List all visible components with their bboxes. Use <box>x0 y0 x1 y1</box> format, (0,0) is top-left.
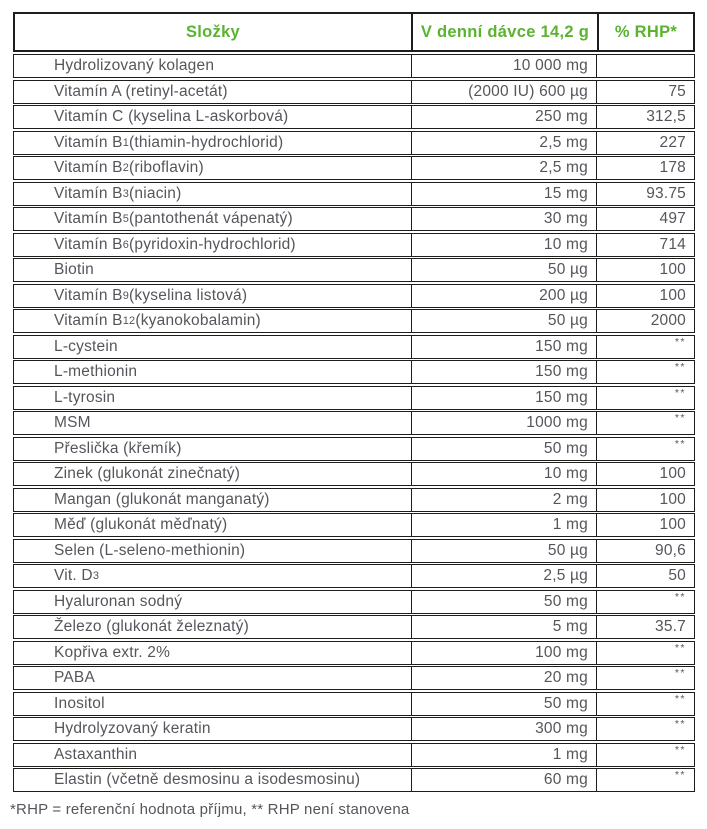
ingredient-name: Vitamín B <box>54 133 123 151</box>
table-row <box>13 717 695 741</box>
rhp-cell <box>596 693 694 715</box>
ingredient-name-cell <box>14 208 411 230</box>
table-row <box>13 284 695 308</box>
rhp-cell <box>596 55 694 77</box>
ingredient-name: Selen (L-seleno-methionin) <box>54 541 246 559</box>
dose-cell: 20 mg <box>411 667 596 689</box>
ingredient-name: MSM <box>54 414 91 431</box>
ingredient-name: Vitamín C (kyselina L-askorbová) <box>54 108 289 125</box>
ingredient-name-cell <box>14 259 411 281</box>
ingredient-name-cell <box>14 132 411 154</box>
rhp-cell: 50 <box>596 565 694 587</box>
ingredient-name-subscript: 3 <box>122 187 130 200</box>
table-row <box>13 182 695 206</box>
rhp-cell: 90,6 <box>596 540 694 562</box>
rhp-not-set-asterisks: ** <box>674 590 686 603</box>
rhp-not-set-asterisks: ** <box>674 667 686 679</box>
table-row <box>13 233 695 257</box>
ingredient-name-rest: (riboflavin) <box>129 159 204 176</box>
header-ingredients: Složky <box>185 22 241 41</box>
dose-cell: 150 mg <box>411 336 596 358</box>
table-row <box>13 105 695 129</box>
rhp-not-set-asterisks: ** <box>674 412 686 424</box>
table-row <box>13 437 695 461</box>
dose-cell: 60 mg <box>411 769 596 791</box>
dose-cell: 150 mg <box>411 361 596 383</box>
table-row <box>13 743 695 767</box>
table-header-row <box>13 12 695 52</box>
dose-cell: 10 000 mg <box>411 55 596 77</box>
ingredient-name-cell <box>14 310 411 332</box>
table-row <box>13 692 695 716</box>
table-row <box>13 207 695 231</box>
ingredient-name-rest: (niacin) <box>129 184 182 202</box>
ingredient-name-cell <box>14 81 411 103</box>
ingredient-name-cell <box>14 438 411 460</box>
header-rhp-percent: % RHP* <box>597 14 693 50</box>
ingredient-name-cell <box>14 489 411 511</box>
ingredient-name: Astaxanthin <box>54 745 138 763</box>
dose-cell: 1 mg <box>411 744 596 766</box>
table-row <box>13 54 695 78</box>
ingredient-name: Vitamín B <box>54 184 123 202</box>
rhp-not-set-asterisks: ** <box>674 692 686 705</box>
rhp-cell: 35.7 <box>596 616 694 638</box>
ingredient-name-cell <box>14 642 411 664</box>
dose-cell: 2,5 µg <box>411 565 596 587</box>
ingredient-name-rest: (pyridoxin-hydrochlorid) <box>129 235 296 253</box>
ingredients-table <box>13 12 695 794</box>
ingredient-name: Kopřiva extr. 2% <box>54 643 171 661</box>
rhp-cell <box>596 387 694 409</box>
table-row <box>13 335 695 359</box>
ingredient-name: L-cystein <box>54 337 118 355</box>
rhp-cell <box>596 744 694 766</box>
rhp-cell <box>596 642 694 664</box>
rhp-cell <box>596 718 694 740</box>
rhp-cell: 178 <box>596 157 694 179</box>
ingredient-name: Elastin (včetně desmosinu a isodesmosinu) <box>54 771 361 788</box>
ingredient-name: Vitamín B <box>54 159 123 176</box>
ingredient-name: L-tyrosin <box>54 388 116 406</box>
rhp-cell: 2000 <box>596 310 694 332</box>
rhp-cell: 497 <box>596 208 694 230</box>
ingredient-name-cell <box>14 106 411 128</box>
rhp-not-set-asterisks: ** <box>674 769 686 781</box>
rhp-cell: 75 <box>596 81 694 103</box>
ingredient-name-rest: (pantothenát vápenatý) <box>129 210 293 227</box>
ingredient-name-subscript: 1 <box>122 136 130 149</box>
table-row <box>13 615 695 639</box>
ingredient-name: Vitamín A (retinyl-acetát) <box>54 82 228 100</box>
ingredient-name-cell <box>14 514 411 536</box>
ingredient-name-cell <box>14 769 411 791</box>
ingredient-name-rest: (thiamin-hydrochlorid) <box>129 133 284 151</box>
ingredient-name: Vitamín B <box>54 235 123 253</box>
ingredient-name-subscript: 5 <box>122 213 130 225</box>
ingredient-name-cell <box>14 616 411 638</box>
ingredient-name-cell <box>14 463 411 485</box>
ingredient-name-cell <box>14 591 411 613</box>
table-row <box>13 80 695 104</box>
rhp-cell <box>596 412 694 434</box>
rhp-cell <box>596 591 694 613</box>
table-row <box>13 641 695 665</box>
rhp-not-set-asterisks: ** <box>674 437 686 450</box>
ingredient-name-cell <box>14 718 411 740</box>
table-row <box>13 258 695 282</box>
rhp-not-set-asterisks: ** <box>674 641 686 654</box>
table-row <box>13 156 695 180</box>
rhp-cell: 93.75 <box>596 183 694 205</box>
table-row <box>13 768 695 792</box>
table-row <box>13 564 695 588</box>
ingredient-name-subscript: 2 <box>122 162 130 174</box>
dose-cell: 150 mg <box>411 387 596 409</box>
table-row <box>13 360 695 384</box>
rhp-cell: 100 <box>596 259 694 281</box>
ingredient-name: Měď (glukonát měďnatý) <box>54 516 228 533</box>
dose-cell: 1000 mg <box>411 412 596 434</box>
ingredient-name-subscript: 9 <box>122 289 130 302</box>
ingredient-name: Inositol <box>54 694 105 712</box>
dose-cell: 10 mg <box>411 234 596 256</box>
rhp-cell <box>596 667 694 689</box>
dose-cell: 300 mg <box>411 718 596 740</box>
table-row <box>13 462 695 486</box>
rhp-not-set-asterisks: ** <box>674 718 686 730</box>
dose-cell: 15 mg <box>411 183 596 205</box>
table-row <box>13 411 695 435</box>
ingredient-name: L-methionin <box>54 363 138 380</box>
ingredient-name: Přeslička (křemík) <box>54 439 182 457</box>
ingredient-name-cell <box>14 285 411 307</box>
ingredient-name-cell <box>14 361 411 383</box>
table-row <box>13 590 695 614</box>
table-row <box>13 513 695 537</box>
ingredient-name: Hydrolyzovaný keratin <box>54 720 211 737</box>
rhp-cell: 312,5 <box>596 106 694 128</box>
dose-cell: 2,5 mg <box>411 132 596 154</box>
rhp-not-set-asterisks: ** <box>674 361 686 373</box>
dose-cell: 200 µg <box>411 285 596 307</box>
dose-cell: 100 mg <box>411 642 596 664</box>
ingredient-name-rest: (kyanokobalamin) <box>135 312 261 329</box>
ingredient-name-subscript: 6 <box>122 238 130 251</box>
ingredient-name-cell <box>14 387 411 409</box>
rhp-not-set-asterisks: ** <box>674 743 686 756</box>
rhp-cell: 100 <box>596 489 694 511</box>
ingredient-name-subscript: 3 <box>92 570 100 582</box>
ingredient-name-cell <box>14 667 411 689</box>
dose-cell: 2,5 mg <box>411 157 596 179</box>
ingredient-name: PABA <box>54 669 96 686</box>
ingredient-name-subscript: 12 <box>122 315 136 327</box>
rhp-cell <box>596 438 694 460</box>
ingredient-name: Hyaluronan sodný <box>54 592 183 610</box>
ingredient-name-cell <box>14 412 411 434</box>
ingredient-name-cell <box>14 540 411 562</box>
rhp-cell: 100 <box>596 463 694 485</box>
ingredient-name-cell <box>14 336 411 358</box>
ingredient-name: Železo (glukonát železnatý) <box>54 618 249 635</box>
ingredient-name: Hydrolizovaný kolagen <box>54 57 215 74</box>
ingredient-name: Zinek (glukonát zinečnatý) <box>54 465 241 482</box>
dose-cell: 50 µg <box>411 310 596 332</box>
rhp-cell: 100 <box>596 285 694 307</box>
table-row <box>13 488 695 512</box>
table-row <box>13 386 695 410</box>
table-row <box>13 309 695 333</box>
ingredient-name-cell <box>14 55 411 77</box>
ingredient-name-cell <box>14 565 411 587</box>
dose-cell: 50 mg <box>411 591 596 613</box>
rhp-cell <box>596 361 694 383</box>
ingredient-name: Vitamín B <box>54 312 123 329</box>
footnote: *RHP = referenční hodnota příjmu, ** RHP není stanovena <box>10 801 410 818</box>
ingredient-name: Vitamín B <box>54 286 123 304</box>
dose-cell: 50 mg <box>411 693 596 715</box>
table-row <box>13 131 695 155</box>
ingredient-name-cell <box>14 183 411 205</box>
rhp-cell: 714 <box>596 234 694 256</box>
ingredient-name: Vit. D <box>54 567 93 584</box>
ingredient-name-cell <box>14 234 411 256</box>
header-daily-dose: V denní dávce 14,2 g <box>411 14 597 50</box>
rhp-not-set-asterisks: ** <box>674 386 686 399</box>
dose-cell: 50 mg <box>411 438 596 460</box>
rhp-not-set-asterisks: ** <box>674 335 686 348</box>
dose-cell: 30 mg <box>411 208 596 230</box>
rhp-cell <box>596 336 694 358</box>
ingredient-name: Biotin <box>54 261 94 278</box>
ingredient-name-cell <box>14 157 411 179</box>
dose-cell: 250 mg <box>411 106 596 128</box>
dose-cell: 10 mg <box>411 463 596 485</box>
ingredient-name: Vitamín B <box>54 210 123 227</box>
dose-cell: 50 µg <box>411 259 596 281</box>
dose-cell: 2 mg <box>411 489 596 511</box>
table-row <box>13 666 695 690</box>
table-body <box>13 54 695 792</box>
ingredient-name: Mangan (glukonát manganatý) <box>54 490 270 508</box>
ingredient-name-rest: (kyselina listová) <box>129 286 248 304</box>
dose-cell: 5 mg <box>411 616 596 638</box>
ingredient-name-cell <box>14 693 411 715</box>
ingredient-name-cell <box>14 744 411 766</box>
table-row <box>13 539 695 563</box>
rhp-cell: 100 <box>596 514 694 536</box>
rhp-cell <box>596 769 694 791</box>
dose-cell: 1 mg <box>411 514 596 536</box>
dose-cell: 50 µg <box>411 540 596 562</box>
rhp-cell: 227 <box>596 132 694 154</box>
dose-cell: (2000 IU) 600 µg <box>411 81 596 103</box>
